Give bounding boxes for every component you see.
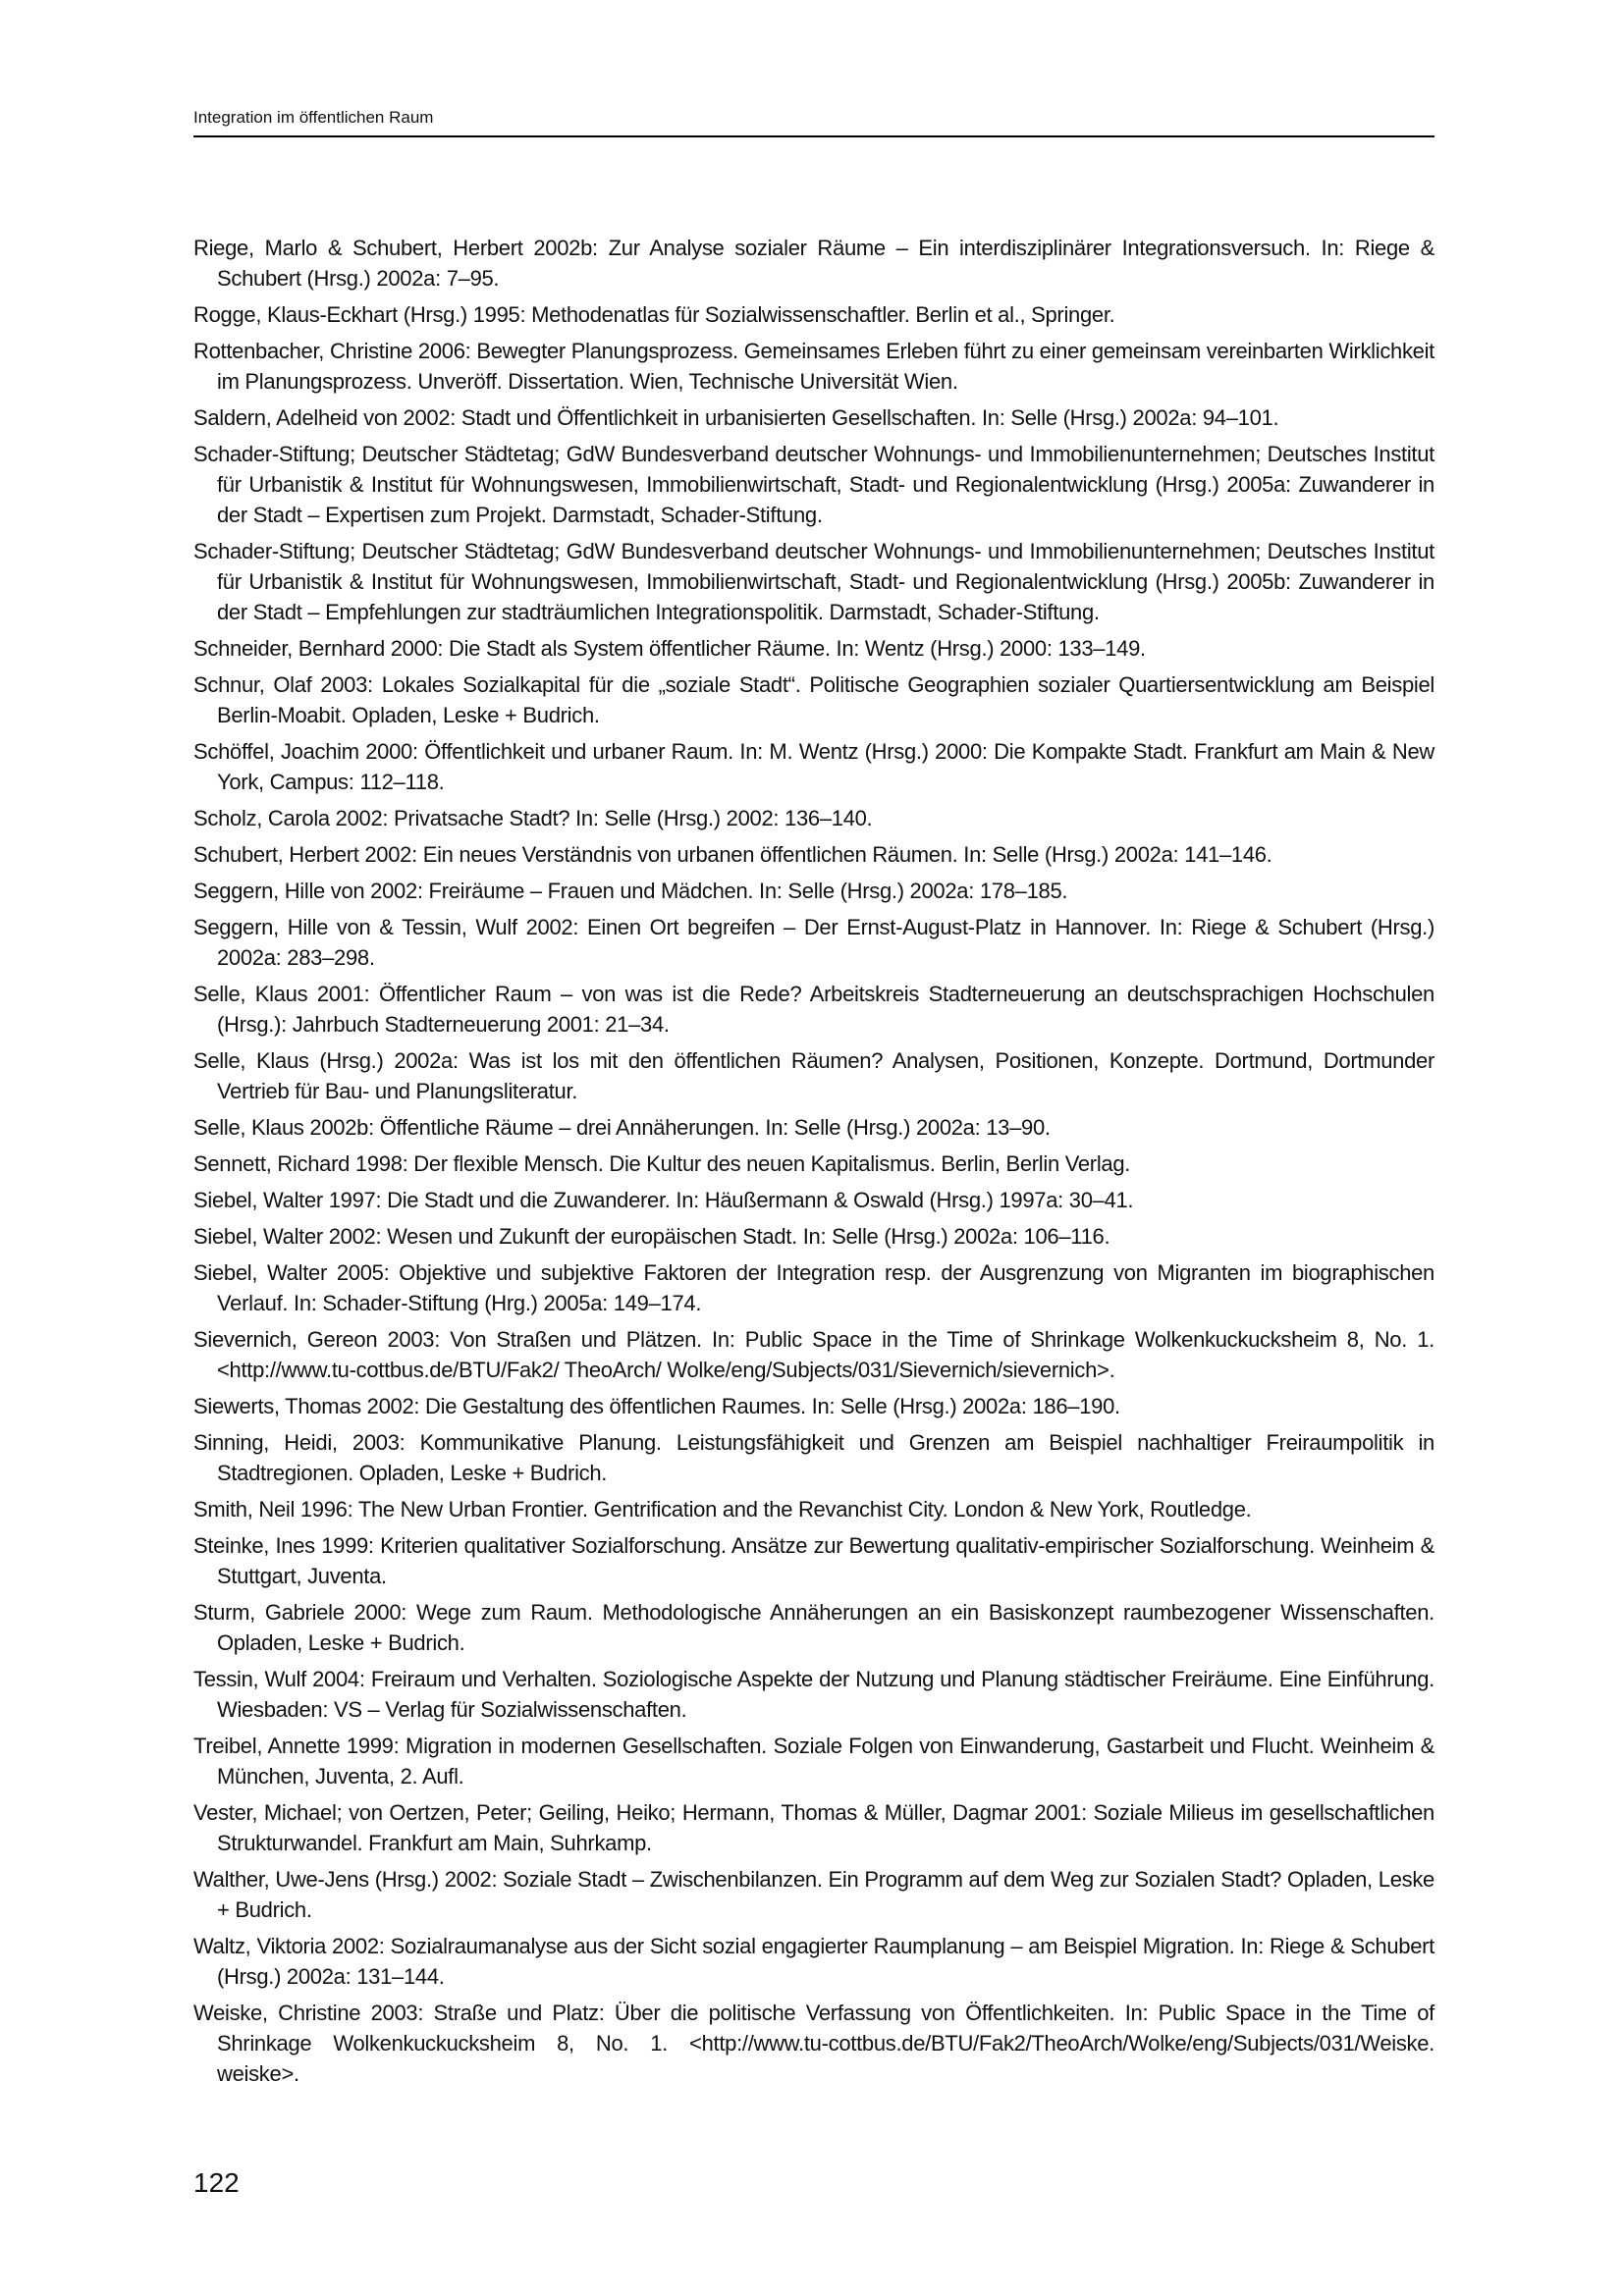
reference-entry: Siebel, Walter 2005: Objektive und subjektive Faktoren der Integration resp. der Ausgrenzung von Migranten im biographischen Verlauf. In: Schader-Stiftung (Hrg.) 2005a: 149–174. <box>193 1260 1434 1315</box>
reference-entry: Schneider, Bernhard 2000: Die Stadt als System öffentlicher Räume. In: Wentz (Hrsg.) 2000: 133–149. <box>193 636 1146 661</box>
reference-entry: Vester, Michael; von Oertzen, Peter; Geiling, Heiko; Hermann, Thomas & Müller, Dagmar 2001: Soziale Milieus im gesellschaftlichen Strukturwandel. Frankfurt am Main, Suhrkamp. <box>193 1800 1434 1855</box>
reference-entry: Schader-Stiftung; Deutscher Städtetag; GdW Bundesverband deutscher Wohnungs- und Immobilienunternehmen; Deutsches Institut für Urbanistik & Institut für Wohnungswesen, Immobilienwirtschaft, Stadt- und Regionalentwicklung (Hrsg.) 2005b: Zuwanderer in der Stadt – Empfehlungen zur stadträumlichen Integrationspolitik. Darmstadt, Schader-Stiftung. <box>193 539 1434 624</box>
reference-entry: Walther, Uwe-Jens (Hrsg.) 2002: Soziale Stadt – Zwischenbilanzen. Ein Programm auf dem Weg zur Sozialen Stadt? Opladen, Leske + Budrich. <box>193 1867 1434 1922</box>
reference-entry: Weiske, Christine 2003: Straße und Platz: Über die politische Verfassung von Öffentlichkeiten. In: Public Space in the Time of Shrinkage Wolkenkuckucksheim 8, No. 1. <http://www.tu-cottbus.de/BTU/Fak2/TheoArch/Wolke/eng/Subjects/031/Weiske. weiske>. <box>193 2001 1434 2086</box>
reference-entry: Sturm, Gabriele 2000: Wege zum Raum. Methodologische Annäherungen an ein Basiskonzept raumbezogener Wissenschaften. Opladen, Leske + Budrich. <box>193 1600 1434 1655</box>
reference-entry: Schubert, Herbert 2002: Ein neues Verständnis von urbanen öffentlichen Räumen. In: Selle (Hrsg.) 2002a: 141–146. <box>193 842 1272 867</box>
reference-entry: Scholz, Carola 2002: Privatsache Stadt? In: Selle (Hrsg.) 2002: 136–140. <box>193 806 873 830</box>
reference-entry: Siebel, Walter 1997: Die Stadt und die Zuwanderer. In: Häußermann & Oswald (Hrsg.) 1997a: 30–41. <box>193 1188 1134 1212</box>
reference-entry: Riege, Marlo & Schubert, Herbert 2002b: Zur Analyse sozialer Räume – Ein interdisziplinärer Integrationsversuch. In: Riege & Schubert (Hrsg.) 2002a: 7–95. <box>193 236 1434 291</box>
running-header: Integration im öffentlichen Raum <box>193 108 1434 137</box>
reference-entry: Rogge, Klaus-Eckhart (Hrsg.) 1995: Methodenatlas für Sozialwissenschaftler. Berlin et al., Springer. <box>193 302 1115 327</box>
reference-entry: Selle, Klaus 2001: Öffentlicher Raum – von was ist die Rede? Arbeitskreis Stadterneuerung an deutschsprachigen Hochschulen (Hrsg.): Jahrbuch Stadterneuerung 2001: 21–34. <box>193 982 1434 1037</box>
reference-entry: Schader-Stiftung; Deutscher Städtetag; GdW Bundesverband deutscher Wohnungs- und Immobilienunternehmen; Deutsches Institut für Urbanistik & Institut für Wohnungswesen, Immobilienwirtschaft, Stadt- und Regionalentwicklung (Hrsg.) 2005a: Zuwanderer in der Stadt – Expertisen zum Projekt. Darmstadt, Schader-Stiftung. <box>193 442 1434 527</box>
reference-entry: Sievernich, Gereon 2003: Von Straßen und Plätzen. In: Public Space in the Time of Shrinkage Wolkenkuckucksheim 8, No. 1. <http://www.tu-cottbus.de/BTU/Fak2/ TheoArch/ Wolke/eng/Subjects/031/Sievernich/sievernich>. <box>193 1327 1434 1382</box>
page-number: 122 <box>193 2167 240 2198</box>
reference-entry: Smith, Neil 1996: The New Urban Frontier. Gentrification and the Revanchist City. London & New York, Routledge. <box>193 1497 1252 1522</box>
reference-entry: Seggern, Hille von & Tessin, Wulf 2002: Einen Ort begreifen – Der Ernst-August-Platz in Hannover. In: Riege & Schubert (Hrsg.) 2002a: 283–298. <box>193 915 1434 970</box>
reference-entry: Steinke, Ines 1999: Kriterien qualitativer Sozialforschung. Ansätze zur Bewertung qualitativ-empirischer Sozialforschung. Weinheim & Stuttgart, Juventa. <box>193 1533 1434 1588</box>
reference-entry: Seggern, Hille von 2002: Freiräume – Frauen und Mädchen. In: Selle (Hrsg.) 2002a: 178–185. <box>193 879 1068 903</box>
reference-entry: Treibel, Annette 1999: Migration in modernen Gesellschaften. Soziale Folgen von Einwanderung, Gastarbeit und Flucht. Weinheim & München, Juventa, 2. Aufl. <box>193 1734 1434 1789</box>
reference-entry: Selle, Klaus 2002b: Öffentliche Räume – drei Annäherungen. In: Selle (Hrsg.) 2002a: 13–90. <box>193 1115 1051 1140</box>
reference-entry: Siebel, Walter 2002: Wesen und Zukunft der europäischen Stadt. In: Selle (Hrsg.) 2002a: 106–116. <box>193 1224 1110 1249</box>
reference-entry: Sinning, Heidi, 2003: Kommunikative Planung. Leistungsfähigkeit und Grenzen am Beispiel nachhaltiger Freiraumpolitik in Stadtregionen. Opladen, Leske + Budrich. <box>193 1430 1434 1485</box>
reference-entry: Saldern, Adelheid von 2002: Stadt und Öffentlichkeit in urbanisierten Gesellschaften. In: Selle (Hrsg.) 2002a: 94–101. <box>193 405 1279 430</box>
reference-entry: Schnur, Olaf 2003: Lokales Sozialkapital für die „soziale Stadt“. Politische Geographien sozialer Quartiersentwicklung am Beispiel Berlin-Moabit. Opladen, Leske + Budrich. <box>193 672 1434 727</box>
reference-entry: Waltz, Viktoria 2002: Sozialraumanalyse aus der Sicht sozial engagierter Raumplanung – am Beispiel Migration. In: Riege & Schubert (Hrsg.) 2002a: 131–144. <box>193 1934 1434 1989</box>
reference-entry: Tessin, Wulf 2004: Freiraum und Verhalten. Soziologische Aspekte der Nutzung und Planung städtischer Freiräume. Eine Einführung. Wiesbaden: VS – Verlag für Sozialwissenschaften. <box>193 1667 1434 1722</box>
reference-entry: Siewerts, Thomas 2002: Die Gestaltung des öffentlichen Raumes. In: Selle (Hrsg.) 2002a: 186–190. <box>193 1394 1120 1418</box>
reference-entry: Schöffel, Joachim 2000: Öffentlichkeit und urbaner Raum. In: M. Wentz (Hrsg.) 2000: Die Kompakte Stadt. Frankfurt am Main & New York, Campus: 112–118. <box>193 739 1434 794</box>
reference-entry: Rottenbacher, Christine 2006: Bewegter Planungsprozess. Gemeinsames Erleben führt zu einer gemeinsam vereinbarten Wirklichkeit im Planungsprozess. Unveröff. Dissertation. Wien, Technische Universität Wien. <box>193 339 1434 394</box>
reference-entry: Sennett, Richard 1998: Der flexible Mensch. Die Kultur des neuen Kapitalismus. Berlin, Berlin Verlag. <box>193 1151 1131 1176</box>
reference-entry: Selle, Klaus (Hrsg.) 2002a: Was ist los mit den öffentlichen Räumen? Analysen, Positionen, Konzepte. Dortmund, Dortmunder Vertrieb für Bau- und Planungsliteratur. <box>193 1048 1434 1103</box>
reference-list <box>193 233 1434 2095</box>
